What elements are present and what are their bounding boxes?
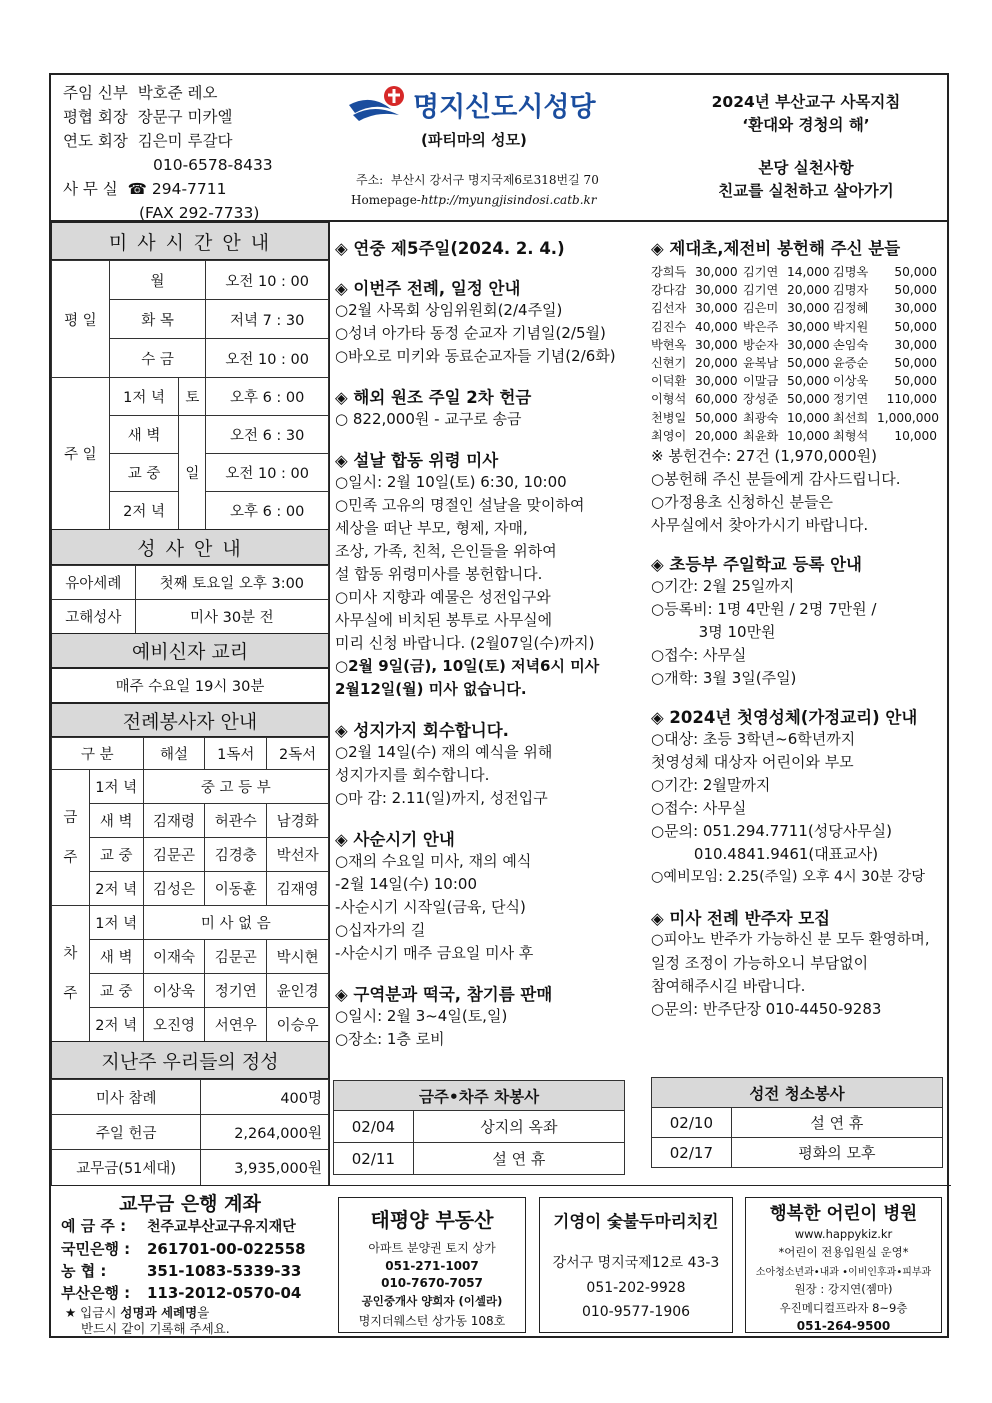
- donor-row: 이덕환 30,000 이말금 50,000 이상욱 50,000: [651, 374, 937, 389]
- ad-hospital: [745, 1197, 942, 1333]
- piano-item: 일정 조정이 가능하오니 부담없이: [651, 954, 869, 973]
- bank-row: 국민은행 : 261701-00-022558: [61, 1240, 306, 1258]
- homepage-line: Homepage-http://myungjisindosi.catb.kr: [351, 193, 597, 207]
- donor-note: ○가정용초 신청하신 분들은: [651, 493, 834, 512]
- server-name: 김문곤: [205, 940, 267, 974]
- mass-title: 미 사 시 간 안 내: [51, 222, 329, 260]
- lent-item: -사순시기 시작일(금육, 단식): [335, 898, 526, 916]
- donor-row: 김선자 30,000 김은미 30,000 김정혜 30,000: [651, 301, 937, 316]
- sunday-day-label: 일: [179, 416, 206, 530]
- sacrament-title: 성 사 안 내: [51, 529, 329, 565]
- lent-title: ◈ 사순시기 안내: [335, 830, 455, 849]
- offering-value: 3,935,000원: [201, 1150, 329, 1186]
- school-item: 3명 10만원: [651, 623, 776, 642]
- mass-day: 월: [109, 261, 206, 300]
- mass-time: 저녁 7 : 30: [206, 300, 329, 339]
- palm-item: ○2월 14일(수) 재의 예식을 위해: [335, 743, 553, 761]
- car-service-table: [333, 1080, 625, 1175]
- middle-column: [335, 235, 645, 1051]
- church-logo-icon: [347, 83, 411, 125]
- memorial-notice: ○2월 9일(금), 10일(토) 저녁6시 미사: [335, 657, 600, 675]
- church-subtitle: (파티마의 성모): [421, 131, 527, 149]
- yeondo-phone: 010-6578-8433: [153, 156, 273, 174]
- bank-row: 예 금 주 : 천주교부산교구유지재단: [61, 1217, 296, 1235]
- server-name: 김경충: [205, 838, 267, 872]
- ad-link[interactable]: www.happykiz.kr: [794, 1227, 893, 1241]
- memorial-item: ○민족 고유의 명절인 설날을 맞이하여: [335, 496, 585, 514]
- practice-line1: 본당 실천사항: [758, 159, 854, 177]
- communion-item: ○기간: 2월말까지: [651, 776, 771, 795]
- offering-label: 교무금(51세대): [52, 1150, 201, 1186]
- server-name: 이상욱: [143, 974, 205, 1008]
- mass-name: 2저 녁: [109, 492, 179, 530]
- bank-title: 교무금 은행 계좌: [119, 1193, 261, 1215]
- mass-time: 오전 10 : 00: [206, 454, 329, 492]
- mass-time: 오후 6 : 00: [206, 378, 329, 416]
- mass-table: [51, 260, 329, 530]
- servers-header: 구 분: [52, 738, 144, 770]
- offering-value: 400명: [201, 1080, 329, 1115]
- bulletin-frame: [49, 73, 949, 1338]
- ad-chicken: [539, 1197, 733, 1333]
- ad-line: 아파트 분양권 토지 상가: [368, 1241, 496, 1255]
- offering-title: 지난주 우리들의 정성: [51, 1041, 329, 1079]
- communion-title: ◈ 2024년 첫영성체(가정교리) 안내: [651, 708, 918, 728]
- sunday-title: ◈ 연중 제5주일(2024. 2. 4.): [335, 239, 565, 258]
- ad-title: 기영이 숯불두마리치킨: [553, 1212, 719, 1231]
- schedule-item: ○성녀 아가타 동정 순교자 기념일(2/5월): [335, 324, 606, 342]
- offering-label: 주일 헌금: [52, 1115, 201, 1150]
- memorial-item: 세상을 떠난 부모, 형제, 자매,: [335, 519, 528, 537]
- mass-time: 오전 10 : 00: [206, 261, 329, 300]
- sacrament-table: [51, 565, 329, 634]
- cleaning-table: [651, 1077, 943, 1168]
- lent-item: -사순시기 매주 금요일 미사 후: [335, 944, 534, 962]
- ad-line: 명지더웨스턴 상가동 108호: [358, 1314, 506, 1328]
- server-name: 이재숙: [143, 940, 205, 974]
- server-name: 이승우: [267, 1008, 329, 1042]
- homepage-link[interactable]: http://myungjisindosi.catb.kr: [420, 193, 597, 207]
- cleaning-name: 평화의 모후: [731, 1138, 942, 1168]
- catechumen-title: 예비신자 교리: [51, 633, 329, 668]
- car-name: 설 연 휴: [413, 1143, 624, 1175]
- server-name: 남경화: [267, 804, 329, 838]
- saturday-label: 토: [179, 378, 206, 416]
- ad-phone: 010-7670-7057: [381, 1276, 483, 1290]
- ad-line: 소아청소년과•내과 •이비인후과•피부과: [755, 1267, 932, 1278]
- memorial-item: ○일시: 2월 10일(토) 6:30, 10:00: [335, 473, 567, 491]
- communion-item: 010.4841.9461(대표교사): [651, 845, 879, 864]
- this-week-label: 금 주: [52, 770, 90, 906]
- memorial-item: 사무실에 비치된 봉투로 사무실에: [335, 611, 553, 629]
- mass-name: 1저 녁: [109, 378, 179, 416]
- servers-header: 2독서: [267, 738, 329, 770]
- server-name: 박선자: [267, 838, 329, 872]
- mass-time: 오전 10 : 00: [206, 339, 329, 378]
- sale-item: ○장소: 1층 로비: [335, 1030, 445, 1048]
- piano-item: 참여해주시길 바랍니다.: [651, 977, 806, 996]
- bank-block: [61, 1215, 306, 1304]
- next-week-label: 차 주: [52, 906, 90, 1042]
- server-name: 김재영: [267, 872, 329, 906]
- overseas-title: ◈ 해외 원조 주일 2차 헌금: [335, 388, 532, 407]
- donor-title: ◈ 제대초,제전비 봉헌해 주신 분들: [651, 239, 901, 258]
- lent-item: -2월 14일(수) 10:00: [335, 875, 477, 893]
- servers-mass: 2저 녁: [89, 1008, 143, 1042]
- sunday-label: 주 일: [52, 378, 110, 530]
- ad-title: 태평양 부동산: [370, 1208, 494, 1232]
- bottom-divider: [51, 1185, 951, 1186]
- office-line: 사 무 실 ☎ 294-7711: [63, 180, 227, 198]
- clergy-yeondo: 연도 회장 김은미 루갈다: [63, 132, 233, 150]
- memorial-item: 설 합동 위령미사를 봉헌합니다.: [335, 565, 543, 583]
- clergy-pastor: 주임 신부 박호준 레오: [63, 84, 218, 102]
- server-name: 김성은: [143, 872, 205, 906]
- palm-title: ◈ 성지가지 회수합니다.: [335, 721, 509, 740]
- car-name: 상지의 옥좌: [413, 1111, 624, 1143]
- school-item: ○기간: 2월 25일까지: [651, 577, 795, 596]
- weekday-label: 평 일: [52, 261, 110, 378]
- cleaning-date: 02/10: [652, 1108, 732, 1138]
- servers-header: 해설: [143, 738, 205, 770]
- car-service-title: 금주•차주 차봉사: [334, 1081, 625, 1111]
- lent-item: ○십자가의 길: [335, 921, 426, 939]
- servers-title: 전례봉사자 안내: [51, 703, 329, 737]
- server-name: 김재령: [143, 804, 205, 838]
- school-item: ○등록비: 1명 4만원 / 2명 7만원 /: [651, 600, 877, 619]
- donor-note: ○봉헌해 주신 분들에게 감사드립니다.: [651, 470, 901, 489]
- server-name: 이동훈: [205, 872, 267, 906]
- servers-mass: 새 벽: [89, 940, 143, 974]
- mass-day: 수 금: [109, 339, 206, 378]
- ad-phone: 051-264-9500: [796, 1319, 891, 1333]
- piano-item: ○문의: 반주단장 010-4450-9283: [651, 1000, 882, 1019]
- servers-mass: 새 벽: [89, 804, 143, 838]
- schedule-title: ◈ 이번주 전례, 일정 안내: [335, 279, 521, 298]
- office-fax: (FAX 292-7733): [139, 204, 260, 222]
- palm-item: 성지가지를 회수합니다.: [335, 766, 490, 784]
- column-divider-1: [329, 220, 330, 1186]
- ad-phone: 010-9577-1906: [581, 1304, 691, 1320]
- practice-line2: 친교를 실천하고 살아가기: [718, 182, 894, 200]
- school-item: ○접수: 사무실: [651, 646, 747, 665]
- ad-real-estate: [338, 1197, 526, 1333]
- sacrament-label: 유아세례: [52, 566, 136, 600]
- catechumen-value: 매주 수요일 19시 30분: [51, 668, 329, 703]
- donor-row: 박현옥 30,000 방순자 30,000 손임숙 30,000: [651, 337, 937, 352]
- donor-note: 사무실에서 찾아가시기 바랍니다.: [651, 516, 869, 535]
- servers-merged: 중 고 등 부: [143, 770, 328, 804]
- motto-block: [671, 91, 941, 203]
- sacrament-value: 미사 30분 전: [135, 600, 328, 634]
- ad-line: 원장 : 강지연(젬마): [794, 1282, 893, 1296]
- lent-item: ○재의 수요일 미사, 재의 예식: [335, 852, 532, 870]
- servers-mass: 2저 녁: [89, 872, 143, 906]
- overseas-item: ○ 822,000원 - 교구로 송금: [335, 410, 522, 428]
- donor-row: 천병일 50,000 최광숙 10,000 최선희 1,000,000: [651, 410, 940, 425]
- mass-day: 화 목: [109, 300, 206, 339]
- sacrament-value: 첫째 토요일 오후 3:00: [135, 566, 328, 600]
- piano-item: ○피아노 반주가 가능하신 분 모두 환영하며,: [651, 932, 930, 949]
- communion-item: ○예비모임: 2.25(주일) 오후 4시 30분 강당: [651, 869, 925, 886]
- cleaning-date: 02/17: [652, 1138, 732, 1168]
- memorial-item: 조상, 가족, 친척, 은인들을 위하여: [335, 542, 557, 560]
- schedule-item: ○바오로 미키와 동료순교자들 기념(2/6화): [335, 347, 616, 365]
- address-line: 주소: 부산시 강서구 명지국제6로318번길 70: [356, 173, 599, 187]
- school-title: ◈ 초등부 주일학교 등록 안내: [651, 555, 862, 575]
- servers-mass: 교 중: [89, 838, 143, 872]
- donor-row: 강다감 30,000 김기연 20,000 김명자 50,000: [651, 283, 937, 298]
- sacrament-label: 고해성사: [52, 600, 136, 634]
- communion-item: ○대상: 초등 3학년~6학년까지: [651, 730, 856, 749]
- server-name: 김문곤: [143, 838, 205, 872]
- mass-name: 새 벽: [109, 416, 179, 454]
- server-name: 윤인경: [267, 974, 329, 1008]
- servers-table: [51, 737, 329, 1042]
- memorial-item: ○미사 지향과 예물은 성전입구와: [335, 588, 551, 606]
- donor-row: 김진수 40,000 박은주 30,000 박지원 50,000: [651, 319, 937, 334]
- servers-mass: 1저 녁: [89, 906, 143, 940]
- servers-mass: 교 중: [89, 974, 143, 1008]
- bank-note: ★ 입금시 성명과 세례명을 반드시 같이 기록해 주세요.: [65, 1305, 230, 1336]
- right-column: [651, 235, 947, 1021]
- ad-line: 우진메디컬프라자 8~9층: [779, 1301, 908, 1315]
- servers-mass: 1저 녁: [89, 770, 143, 804]
- motto-line1: 2024년 부산교구 사목지침: [711, 93, 901, 111]
- communion-item: ○문의: 051.294.7711(성당사무실): [651, 822, 893, 841]
- school-item: ○개학: 3월 3일(주일): [651, 669, 797, 688]
- server-name: 서연우: [205, 1008, 267, 1042]
- ad-line: *어린이 전용입원실 운영*: [778, 1245, 909, 1259]
- cleaning-title: 성전 청소봉사: [652, 1078, 943, 1108]
- mass-name: 교 중: [109, 454, 179, 492]
- donor-row: 최영이 20,000 최윤화 10,000 최형석 10,000: [651, 428, 937, 443]
- donor-row: 신현기 20,000 윤복남 50,000 윤증순 50,000: [651, 356, 937, 371]
- server-name: 정기연: [205, 974, 267, 1008]
- server-name: 허관수: [205, 804, 267, 838]
- clergy-council: 평협 회장 장문구 미카엘: [63, 108, 233, 126]
- memorial-item: 미리 신청 바랍니다. (2월07일(수)까지): [335, 634, 595, 652]
- server-name: 박시현: [267, 940, 329, 974]
- offering-label: 미사 참례: [52, 1080, 201, 1115]
- bank-row: 농 협 : 351-1083-5339-33: [61, 1262, 302, 1280]
- memorial-notice: 2월12일(월) 미사 없습니다.: [335, 680, 527, 698]
- offering-table: [51, 1079, 329, 1186]
- sale-item: ○일시: 2월 3~4일(토,일): [335, 1007, 508, 1025]
- car-date: 02/11: [334, 1143, 414, 1175]
- ad-phone: 051-271-1007: [385, 1259, 479, 1273]
- ad-title: 행복한 어린이 병원: [769, 1204, 918, 1224]
- communion-item: 첫영성체 대상자 어린이와 부모: [651, 753, 854, 772]
- servers-header: 1독서: [205, 738, 267, 770]
- server-name: 오진영: [143, 1008, 205, 1042]
- schedule-item: ○2월 사목회 상임위원회(2/4주일): [335, 301, 563, 319]
- church-name: 명지신도시성당: [413, 92, 596, 123]
- motto-line2: ‘환대와 경청의 해’: [742, 116, 870, 134]
- mass-time: 오후 6 : 00: [206, 492, 329, 530]
- bank-row: 부산은행 : 113-2012-0570-04: [61, 1284, 302, 1302]
- ad-phone: 051-202-9928: [586, 1280, 686, 1296]
- clergy-block: [63, 81, 273, 225]
- sale-title: ◈ 구역분과 떡국, 참기름 판매: [335, 985, 553, 1004]
- memorial-title: ◈ 설날 합동 위령 미사: [335, 451, 499, 470]
- donor-row: 이형석 60,000 장성준 50,000 정기연 110,000: [651, 392, 937, 407]
- mass-time: 오전 6 : 30: [206, 416, 329, 454]
- offering-value: 2,264,000원: [201, 1115, 329, 1150]
- car-date: 02/04: [334, 1111, 414, 1143]
- ad-line: 강서구 명지국제12로 43-3: [552, 1255, 720, 1271]
- donor-list: [651, 263, 947, 445]
- donor-row: 강희득 30,000 김기연 14,000 김명옥 50,000: [651, 265, 937, 279]
- donor-note: ※ 봉헌건수: 27건 (1,970,000원): [651, 447, 877, 466]
- communion-item: ○접수: 사무실: [651, 799, 747, 818]
- piano-title: ◈ 미사 전례 반주자 모집: [651, 909, 831, 929]
- servers-merged: 미 사 없 음: [143, 906, 328, 940]
- cleaning-name: 설 연 휴: [731, 1108, 942, 1138]
- ad-line: 공인중개사 양희자 (이셀라): [361, 1294, 503, 1308]
- palm-item: ○마 감: 2.11(일)까지, 성전입구: [335, 789, 548, 807]
